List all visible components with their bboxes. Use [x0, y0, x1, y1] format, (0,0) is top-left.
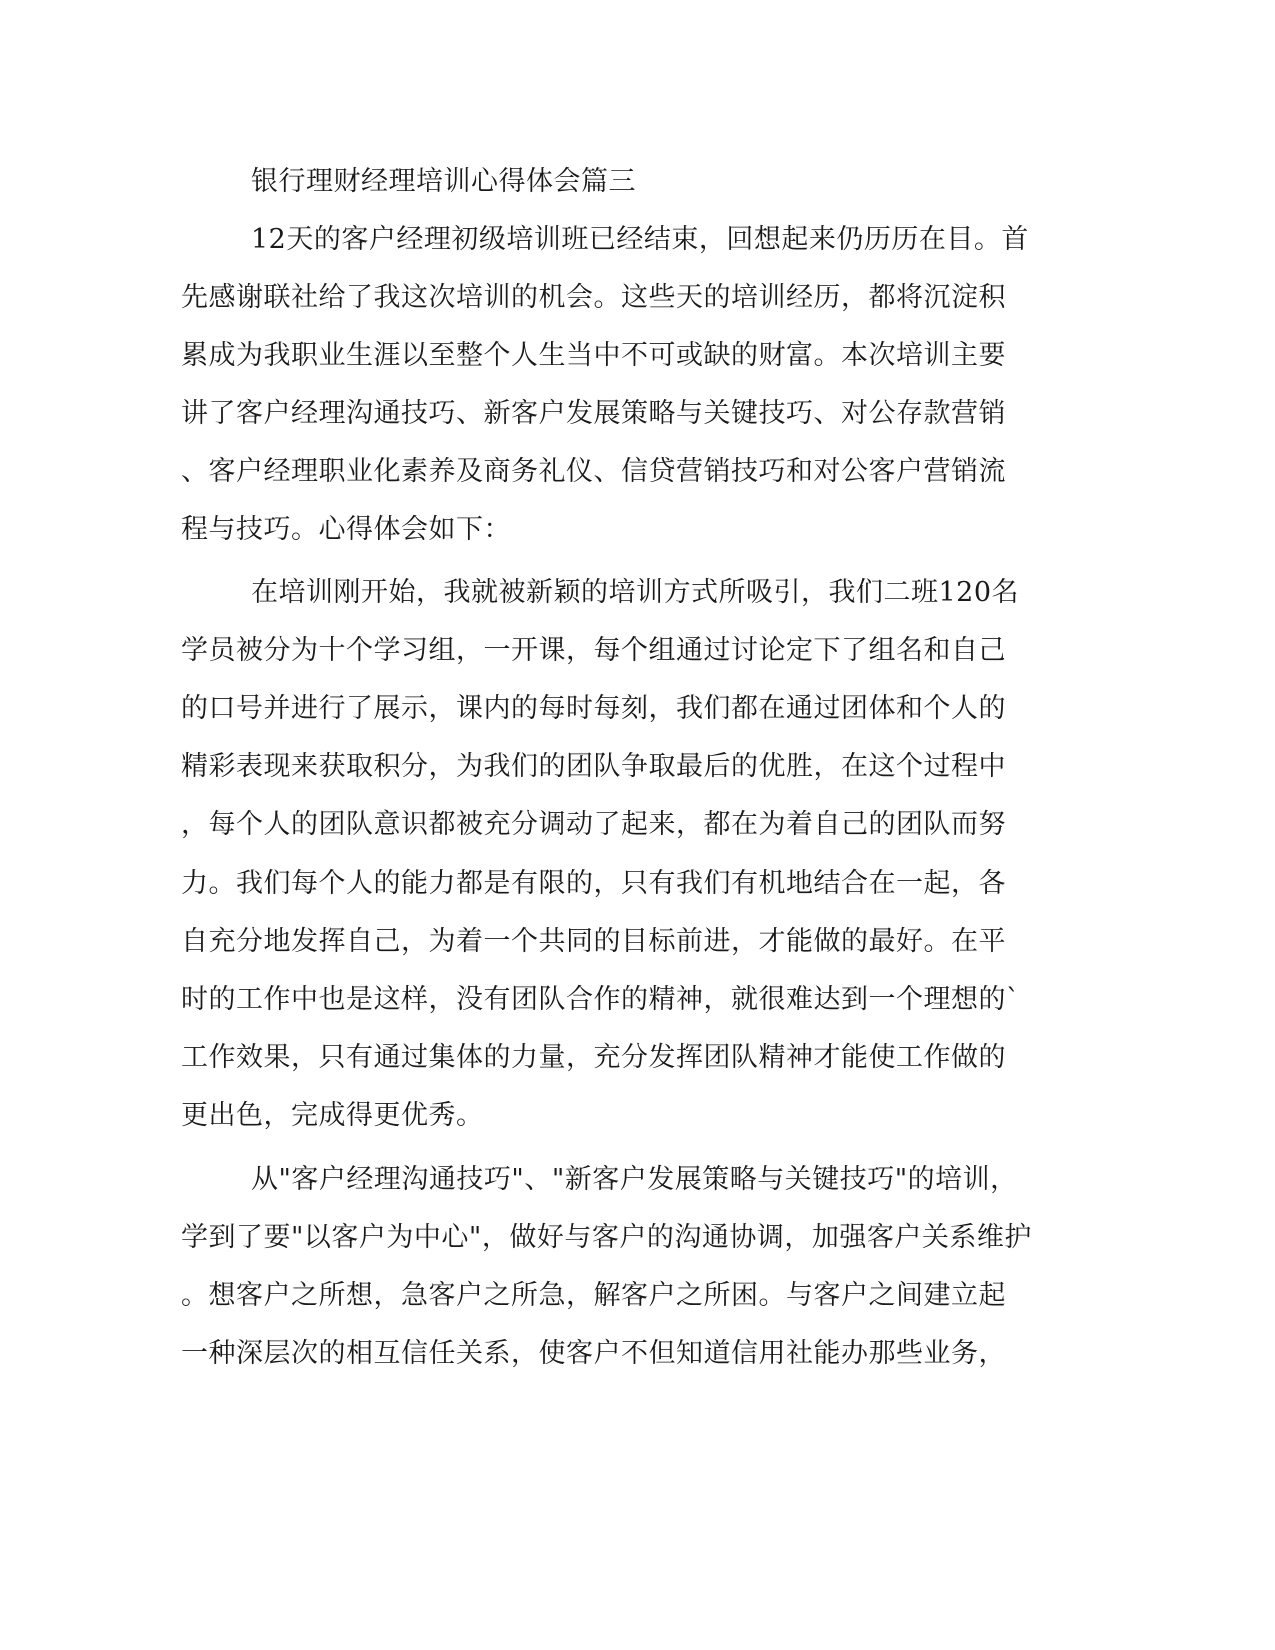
paragraph-line: 的口号并进行了展示，课内的每时每刻，我们都在通过团体和个人的 — [181, 693, 1006, 724]
paragraph-line: 力。我们每个人的能力都是有限的，只有我们有机地结合在一起，各 — [181, 868, 1006, 899]
paragraph-line: 精彩表现来获取积分，为我们的团队争取最后的优胜，在这个过程中 — [181, 751, 1006, 782]
paragraph-line: 讲了客户经理沟通技巧、新客户发展策略与关键技巧、对公存款营销 — [181, 398, 1006, 429]
paragraph-line: 工作效果，只有通过集体的力量，充分发挥团队精神才能使工作做的 — [181, 1042, 1006, 1073]
paragraph-line: 更出色，完成得更优秀。 — [181, 1100, 484, 1131]
paragraph-line: 12天的客户经理初级培训班已经结束，回想起来仍历历在目。首 — [251, 224, 1029, 255]
paragraph-line: 学到了要"以客户为中心"，做好与客户的沟通协调，加强客户关系维护 — [181, 1222, 1032, 1253]
paragraph-line: 学员被分为十个学习组，一开课，每个组通过讨论定下了组名和自己 — [181, 635, 1006, 666]
paragraph-line: 时的工作中也是这样，没有团队合作的精神，就很难达到一个理想的` — [181, 984, 1020, 1015]
paragraph-line: ，每个人的团队意识都被充分调动了起来，都在为着自己的团队而努 — [181, 809, 1006, 840]
paragraph-line: 、客户经理职业化素养及商务礼仪、信贷营销技巧和对公客户营销流 — [181, 456, 1006, 487]
paragraph-line: 先感谢联社给了我这次培训的机会。这些天的培训经历，都将沉淀积 — [181, 282, 1006, 313]
document-title: 银行理财经理培训心得体会篇三 — [251, 166, 636, 197]
paragraph-line: 累成为我职业生涯以至整个人生当中不可或缺的财富。本次培训主要 — [181, 340, 1006, 371]
paragraph-line: 自充分地发挥自己，为着一个共同的目标前进，才能做的最好。在平 — [181, 926, 1006, 957]
paragraph-line: 。想客户之所想，急客户之所急，解客户之所困。与客户之间建立起 — [181, 1280, 1006, 1311]
paragraph-line: 程与技巧。心得体会如下： — [181, 514, 511, 545]
paragraph-line: 从"客户经理沟通技巧"、"新客户发展策略与关键技巧"的培训， — [251, 1164, 1018, 1195]
paragraph-line: 一种深层次的相互信任关系，使客户不但知道信用社能办那些业务， — [181, 1338, 1006, 1369]
paragraph-line: 在培训刚开始，我就被新颖的培训方式所吸引，我们二班120名 — [251, 577, 1020, 608]
